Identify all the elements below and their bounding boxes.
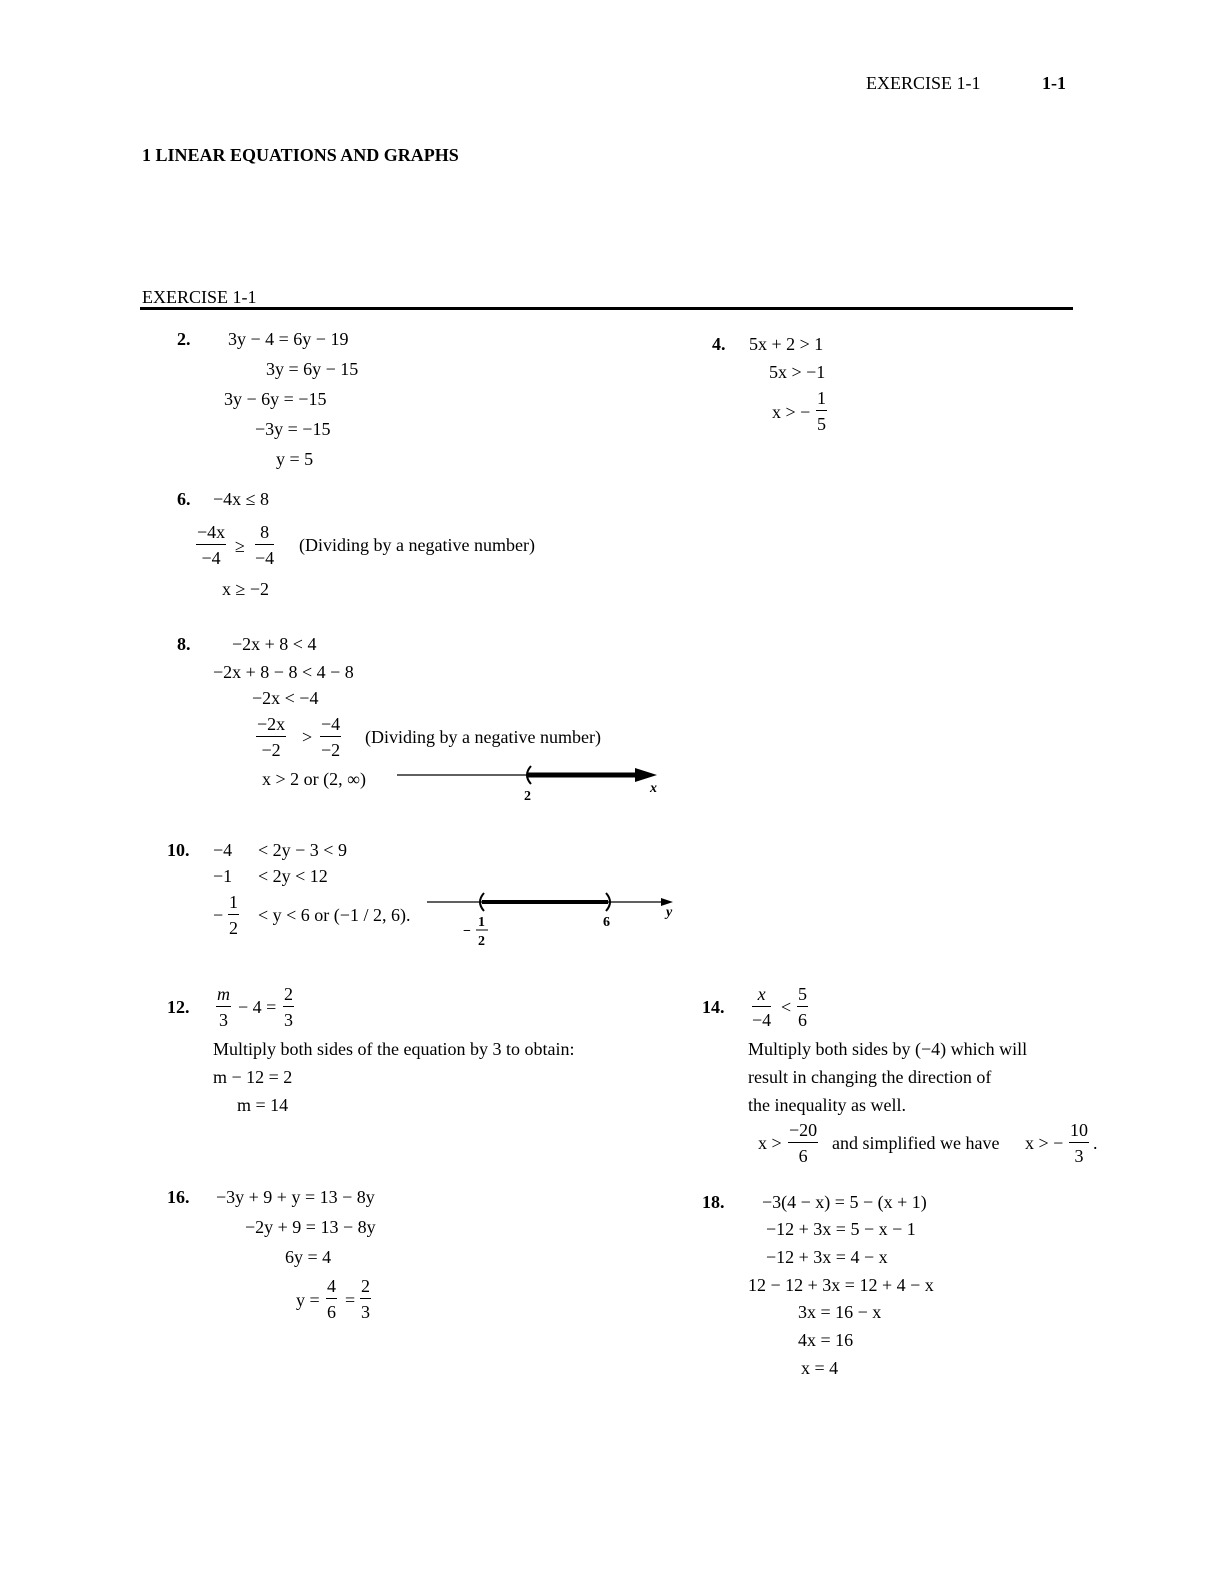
equation-line: m = 14 [237,1095,289,1115]
fraction [228,893,239,937]
denominator: 6 [798,1010,807,1030]
axis-variable: x [650,781,657,796]
denominator: −2 [261,740,281,760]
problem-number: 12. [167,997,190,1017]
fraction [196,523,226,567]
relation: ≥ [235,536,245,556]
problem-number: 16. [167,1187,190,1207]
denominator: −4 [201,548,221,568]
fraction [797,985,808,1029]
equation-line: 3x = 16 − x [798,1302,882,1322]
period: . [1093,1133,1098,1153]
denominator: −4 [752,1010,772,1030]
explanation-text: the inequality as well. [748,1095,906,1115]
numerator: −20 [788,1121,818,1143]
numerator: −4 [320,715,341,737]
numerator: −2x [256,715,286,737]
exercise-heading: EXERCISE 1-1 [142,287,257,307]
problem-number: 6. [177,489,191,509]
problem-number: 10. [167,840,190,860]
explanation-text: and simplified we have [832,1133,1000,1153]
denominator: 2 [229,918,238,938]
numerator: 8 [255,523,274,545]
equation-line: 6y = 4 [285,1247,332,1267]
equation-part: x > − [1025,1133,1064,1153]
numerator: 1 [228,893,239,915]
arrowhead-icon [635,768,657,782]
explanation-text: result in changing the direction of [748,1067,992,1087]
equation-line: m − 12 = 2 [213,1067,293,1087]
numerator: 2 [283,985,294,1007]
numerator: −4x [196,523,226,545]
equation-line: 12 − 12 + 3x = 12 + 4 − x [748,1275,934,1295]
numerator: 2 [360,1277,371,1299]
equation-line: 5x > −1 [769,362,826,382]
equation-part: − 4 = [238,997,277,1017]
numerator: m [216,985,231,1007]
denominator: 6 [798,1146,808,1166]
number-line-x [395,760,675,804]
equation-line: x ≥ −2 [222,579,270,599]
heading-rule [140,307,1073,310]
tick-label-numerator: 1 [478,915,485,930]
denominator: 3 [361,1302,370,1322]
equation-part: < 2y − 3 < 9 [258,840,347,860]
denominator: −4 [255,548,275,568]
equation-line: 5x + 2 > 1 [749,334,824,354]
fraction [816,389,827,433]
page-number: 1-1 [1042,73,1066,93]
equation-line: −3y = −15 [255,419,331,439]
equation-line: −2x + 8 < 4 [232,634,317,654]
equation-line: x > 2 or (2, ∞) [262,769,366,789]
numerator: 1 [816,389,827,411]
equation-line: x > − [772,402,811,422]
denominator: 3 [219,1010,228,1030]
equals-sign: = [345,1290,356,1310]
annotation: (Dividing by a negative number) [299,535,535,555]
explanation-text: Multiply both sides of the equation by 3 to obtain: [213,1039,575,1059]
fraction [216,985,231,1029]
tick-label-denominator: 2 [478,934,485,949]
equation-part: −1 [213,866,233,886]
fraction [256,715,286,759]
fraction [788,1121,818,1165]
tick-label: 6 [603,915,610,930]
fraction [752,985,771,1029]
equation-line: −12 + 3x = 5 − x − 1 [766,1219,916,1239]
equation-line: −2x + 8 − 8 < 4 − 8 [213,662,354,682]
equation-line: −3y + 9 + y = 13 − 8y [216,1187,375,1207]
fraction [255,523,274,567]
equation-line: y = 5 [276,449,314,469]
axis-variable: y [666,905,673,920]
problem-number: 2. [177,329,191,349]
equation-part: < y < 6 or (−1 / 2, 6). [258,905,411,925]
equation-line: −4x ≤ 8 [213,489,270,509]
equation-line: −3(4 − x) = 5 − (x + 1) [762,1192,927,1212]
chapter-title: 1 LINEAR EQUATIONS AND GRAPHS [142,145,459,165]
equation-line: −2y + 9 = 13 − 8y [245,1217,376,1237]
equation-line: −12 + 3x = 4 − x [766,1247,888,1267]
fraction [326,1277,337,1321]
denominator: −2 [321,740,341,760]
minus-sign: − [213,905,224,925]
denominator: 6 [327,1302,336,1322]
problem-number: 18. [702,1192,725,1212]
running-header-section: EXERCISE 1-1 [866,73,981,93]
fraction [283,985,294,1029]
relation: < [781,997,792,1017]
problem-number: 4. [712,334,726,354]
explanation-text: Multiply both sides by (−4) which will [748,1039,1028,1059]
equation-part: x > [758,1133,782,1153]
problem-number: 8. [177,634,191,654]
denominator: 3 [1074,1146,1084,1166]
numerator: 5 [797,985,808,1007]
equation-part: −4 [213,840,233,860]
numerator: x [752,985,771,1007]
denominator: 5 [817,414,826,434]
annotation: (Dividing by a negative number) [365,727,601,747]
number-line-y [425,888,685,952]
equation-part: < 2y < 12 [258,866,328,886]
equation-part: y = [296,1290,320,1310]
problem-number: 14. [702,997,725,1017]
numerator: 4 [326,1277,337,1299]
equation-line: 3y − 6y = −15 [224,389,327,409]
fraction [1069,1121,1089,1165]
equation-line: 4x = 16 [798,1330,854,1350]
equation-line: x = 4 [801,1358,839,1378]
fraction [320,715,341,759]
numerator: 10 [1069,1121,1089,1143]
equation-line: 3y = 6y − 15 [266,359,359,379]
fraction [360,1277,371,1321]
tick-label: 2 [524,789,531,804]
tick-label-minus: − [463,924,471,939]
equation-line: 3y − 4 = 6y − 19 [228,329,349,349]
denominator: 3 [284,1010,293,1030]
relation: > [302,727,313,747]
equation-line: −2x < −4 [252,688,319,708]
